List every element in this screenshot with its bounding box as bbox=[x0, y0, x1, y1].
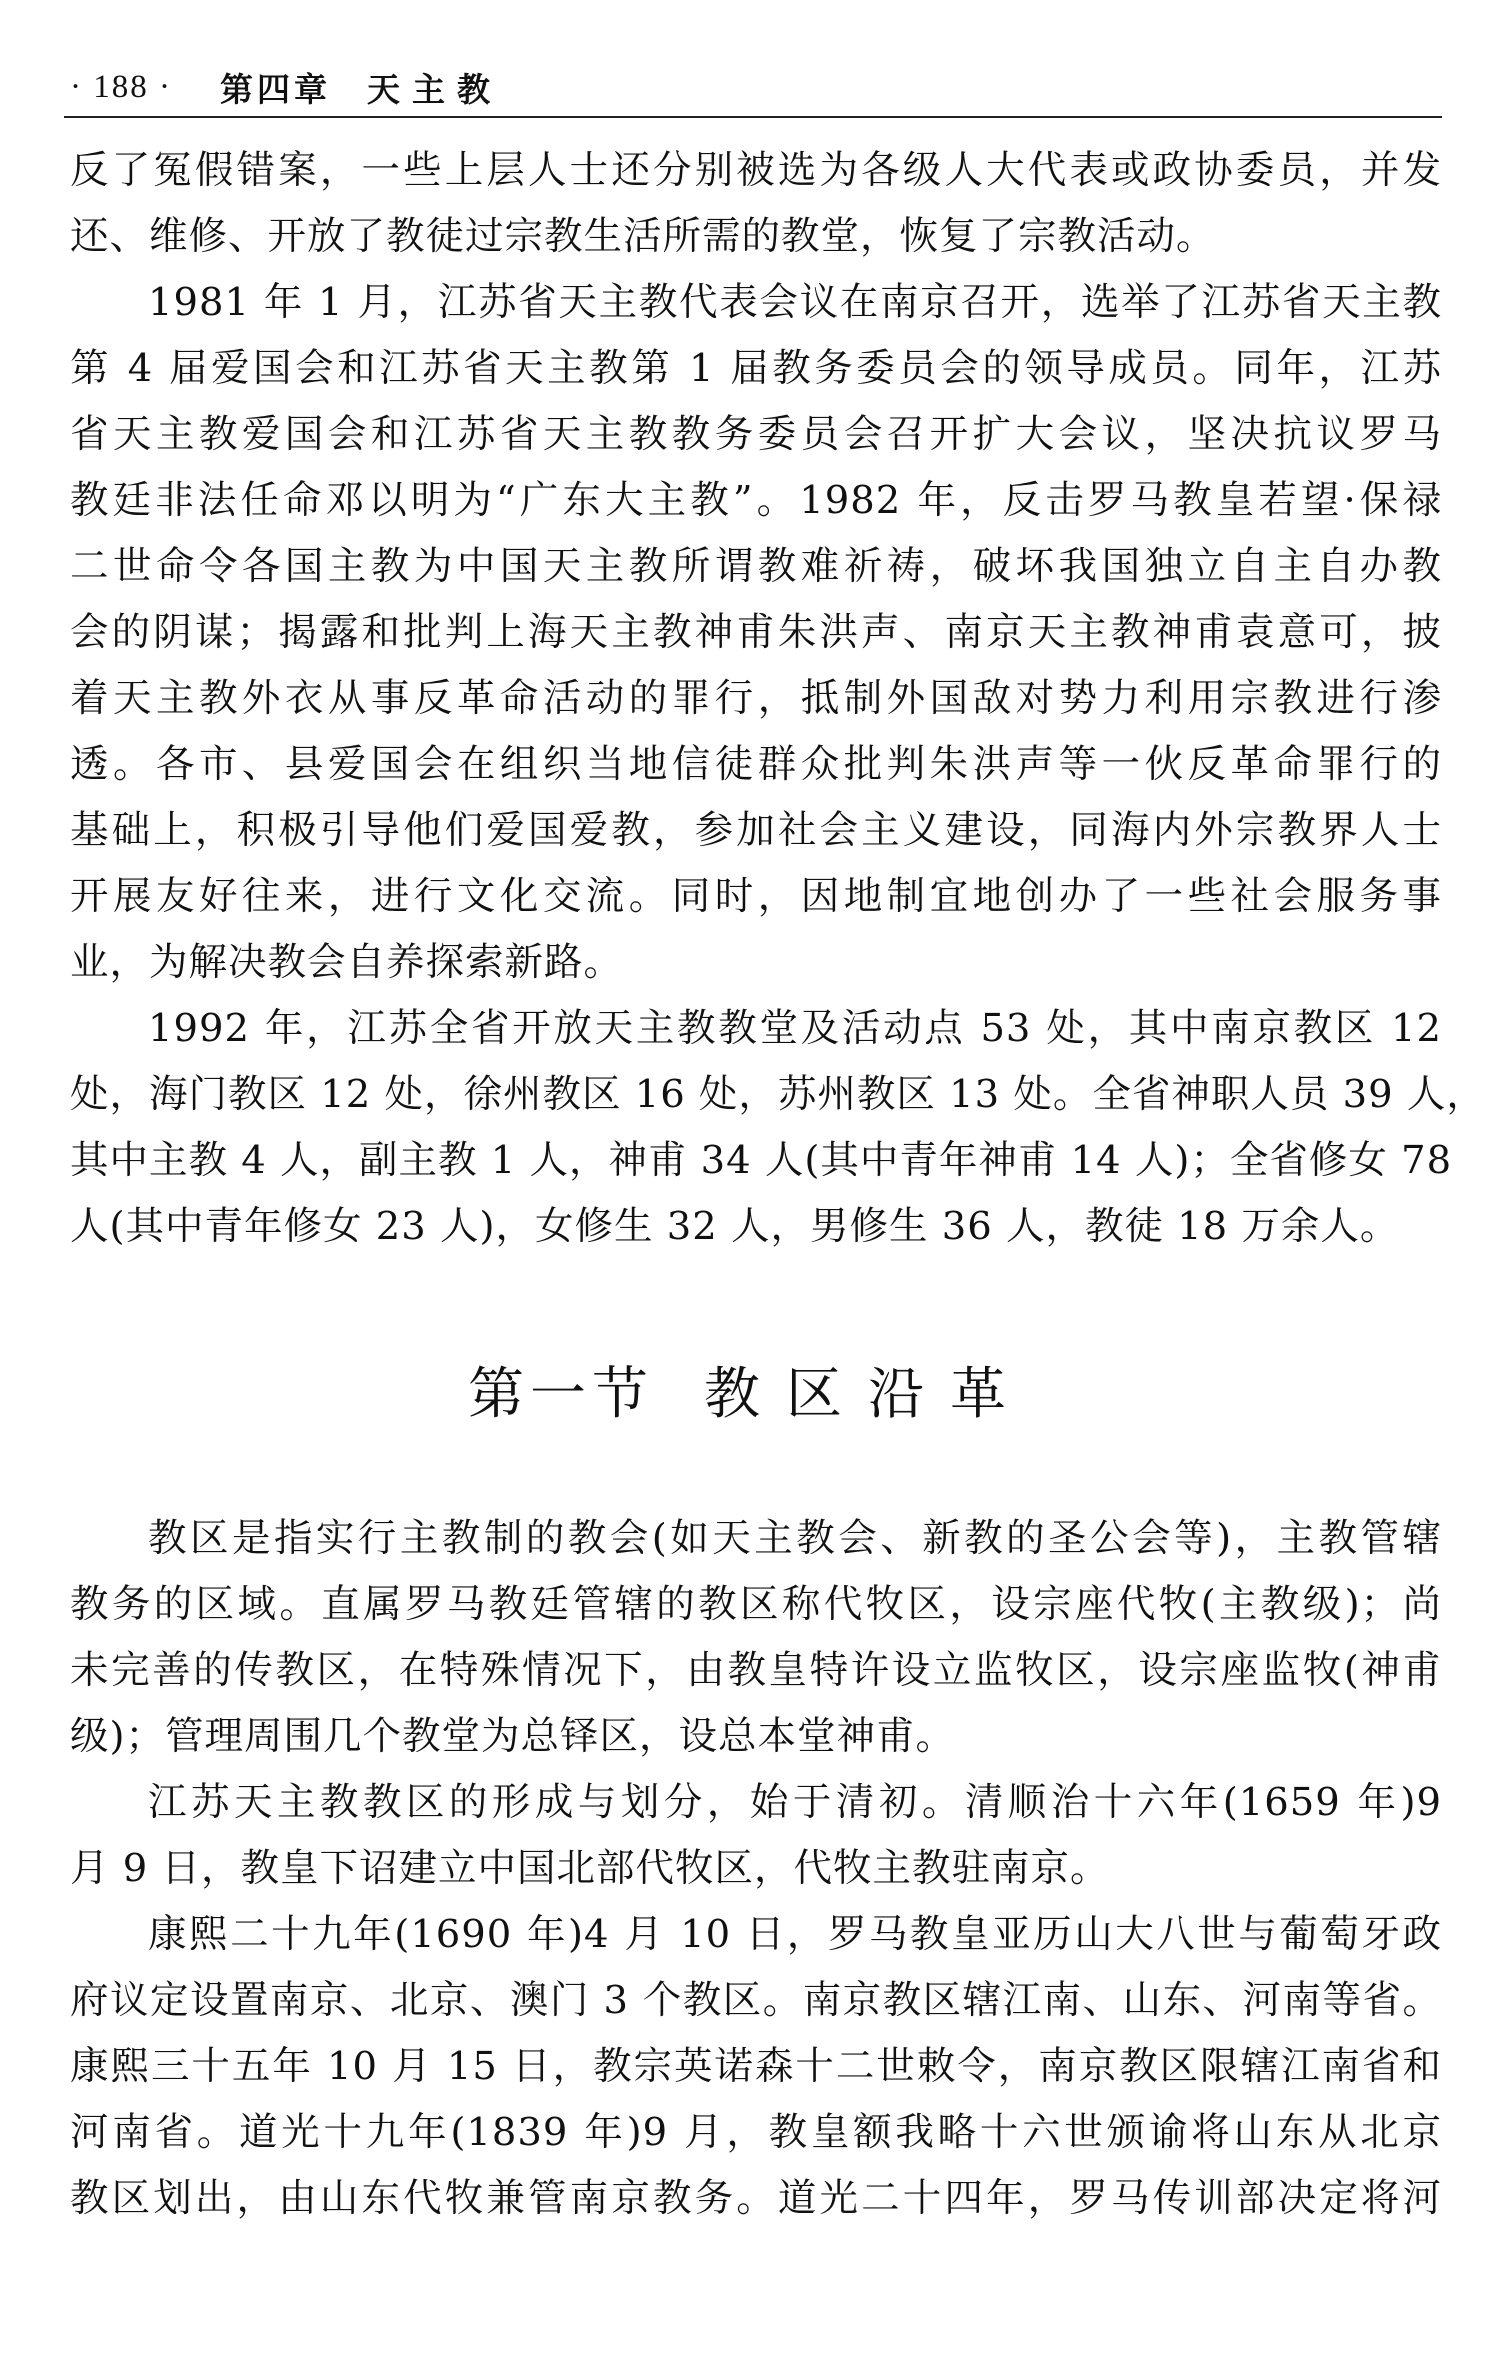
text-line: 基础上，积极引导他们爱国爱教，参加社会主义建设，同海内外宗教界人士 bbox=[70, 808, 1442, 853]
text-line: 未完善的传教区，在特殊情况下，由教皇特许设立监牧区，设宗座监牧(神甫 bbox=[70, 1648, 1442, 1693]
chapter-number: 第四章 bbox=[219, 69, 331, 109]
text-line: 教区是指实行主教制的教会(如天主教会、新教的圣公会等)，主教管辖 bbox=[148, 1516, 1442, 1561]
section-title: 教区沿革 bbox=[704, 1362, 1032, 1427]
text-line: 江苏天主教教区的形成与划分，始于清初。清顺治十六年(1659 年)9 bbox=[148, 1780, 1442, 1825]
paragraph-5 bbox=[70, 1770, 1442, 1902]
text-line: 反了冤假错案，一些上层人士还分别被选为各级人大代表或政协委员，并发 bbox=[70, 148, 1442, 193]
text-line: 省天主教爱国会和江苏省天主教教务委员会召开扩大会议，坚决抗议罗马 bbox=[70, 412, 1442, 457]
text-line: 1981 年 1 月，江苏省天主教代表会议在南京召开，选举了江苏省天主教 bbox=[148, 280, 1442, 325]
text-line: 会的阴谋；揭露和批判上海天主教神甫朱洪声、南京天主教神甫袁意可，披 bbox=[70, 610, 1442, 655]
text-line: 康熙三十五年 10 月 15 日，教宗英诺森十二世敕令，南京教区限辖江南省和 bbox=[70, 2044, 1442, 2089]
text-line: 河南省。道光十九年(1839 年)9 月，教皇额我略十六世颁谕将山东从北京 bbox=[70, 2110, 1442, 2155]
text-line: 级)；管理周围几个教堂为总铎区，设总本堂神甫。 bbox=[70, 1714, 956, 1759]
text-line: 其中主教 4 人，副主教 1 人，神甫 34 人(其中青年神甫 14 人)；全省修女 78 bbox=[70, 1138, 1453, 1183]
running-header bbox=[70, 62, 502, 112]
paragraph-3 bbox=[70, 996, 1486, 1260]
text-line: 人(其中青年修女 23 人)，女修生 32 人，男修生 36 人，教徒 18 万余人。 bbox=[70, 1204, 1400, 1249]
paragraph-6 bbox=[70, 1902, 1442, 2232]
text-line: 二世命令各国主教为中国天主教所谓教难祈祷，破坏我国独立自主自办教 bbox=[70, 544, 1442, 589]
chapter-title: 天主教 bbox=[366, 69, 502, 109]
text-line: 教务的区域。直属罗马教廷管辖的教区称代牧区，设宗座代牧(主教级)；尚 bbox=[70, 1582, 1442, 1627]
text-line: 着天主教外衣从事反革命活动的罪行，抵制外国敌对势力利用宗教进行渗 bbox=[70, 676, 1442, 721]
text-line: 府议定设置南京、北京、澳门 3 个教区。南京教区辖江南、山东、河南等省。 bbox=[70, 1978, 1442, 2023]
text-line: 业，为解决教会自养探索新路。 bbox=[70, 940, 624, 985]
text-line: 1992 年，江苏全省开放天主教教堂及活动点 53 处，其中南京教区 12 bbox=[148, 1006, 1442, 1051]
header-rule bbox=[64, 116, 1442, 118]
text-line: 康熙二十九年(1690 年)4 月 10 日，罗马教皇亚历山大八世与葡萄牙政 bbox=[148, 1912, 1442, 1957]
text-line: 处，海门教区 12 处，徐州教区 16 处，苏州教区 13 处。全省神职人员 39 人， bbox=[70, 1072, 1486, 1117]
section-number: 第一节 bbox=[468, 1362, 654, 1427]
text-line: 还、维修、开放了教徒过宗教生活所需的教堂，恢复了宗教活动。 bbox=[70, 214, 1216, 259]
page-number: · 188 · bbox=[70, 68, 172, 105]
paragraph-4 bbox=[70, 1506, 1442, 1770]
text-line: 教廷非法任命邓以明为“广东大主教”。1982 年，反击罗马教皇若望·保禄 bbox=[70, 478, 1442, 523]
paragraph-1 bbox=[70, 138, 1442, 270]
text-line: 月 9 日，教皇下诏建立中国北部代牧区，代牧主教驻南京。 bbox=[70, 1846, 1110, 1891]
paragraph-2 bbox=[70, 270, 1442, 996]
text-line: 教区划出，由山东代牧兼管南京教务。道光二十四年，罗马传训部决定将河 bbox=[70, 2176, 1442, 2221]
text-line: 第 4 届爱国会和江苏省天主教第 1 届教务委员会的领导成员。同年，江苏 bbox=[70, 346, 1442, 391]
text-line: 开展友好往来，进行文化交流。同时，因地制宜地创办了一些社会服务事 bbox=[70, 874, 1442, 919]
section-heading bbox=[0, 1350, 1500, 1430]
text-line: 透。各市、县爱国会在组织当地信徒群众批判朱洪声等一伙反革命罪行的 bbox=[70, 742, 1442, 787]
